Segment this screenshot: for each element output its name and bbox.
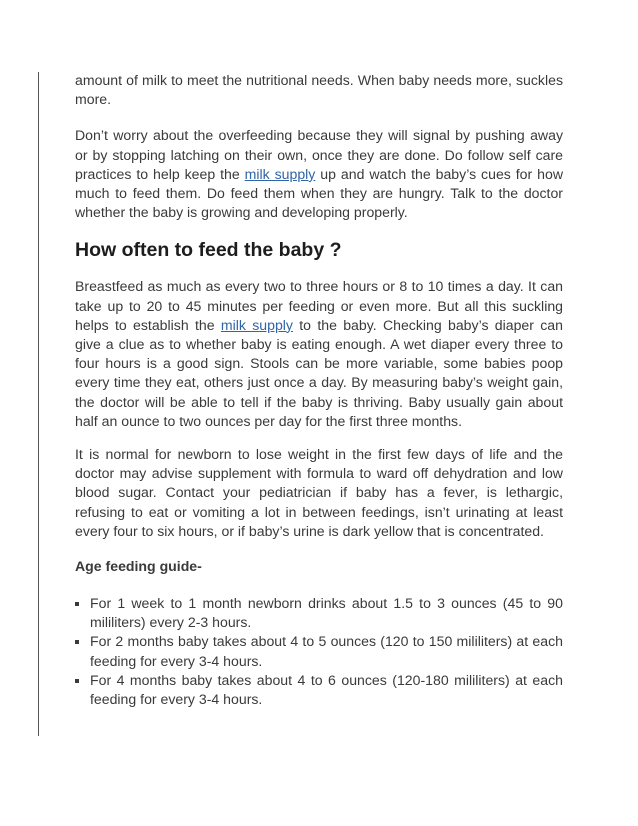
milk-supply-link[interactable]: milk supply [244,165,316,182]
bullet-icon [75,679,79,683]
list-item-text: For 4 months baby takes about 4 to 6 ounces (120-180 mililiters) at each feeding for every 3-4 hours. [90,671,563,708]
list-item [75,671,563,709]
list-item [75,594,563,632]
section-heading: How often to feed the baby ? [75,239,342,262]
paragraph-intro: amount of milk to meet the nutritional needs. When baby needs more, suckles more. [75,72,563,108]
feeding-guide-list [75,594,563,709]
list-item [75,632,563,670]
milk-supply-link[interactable]: milk supply [220,316,293,333]
document-body [75,71,563,709]
list-item-text: For 1 week to 1 month newborn drinks about 1.5 to 3 ounces (45 to 90 mililiters) every 2-3 hours. [90,595,563,631]
list-item-text: For 2 months baby takes about 4 to 5 ounces (120 to 150 mililiters) at each feeding for every 3-4 hours. [90,633,563,669]
age-feeding-guide-heading: Age feeding guide- [75,558,202,575]
bullet-icon [75,602,79,606]
paragraph-overfeeding [75,126,563,222]
paragraph-text: up and watch the baby’s cues for how much to feed them. Do feed them when they are hungry. Talk to the doctor whether the baby is growing and developing properly. [75,165,563,221]
paragraph-text: Breastfeed as much as every two to three hours or 8 to 10 times a day. It can take up to 20 to 45 minutes per feeding or even more. But all this suckling helps to establish the [75,278,563,333]
paragraph-text: to the baby. Checking baby’s diaper can give a clue as to whether baby is eating enough. A wet diaper every three to four hours is a good sign. Stools can be more variable, some babies poop every time they eat, others just once a day. By measuring baby’s weight gain, the doctor will be able to tell if the baby is thriving. Baby usually gain about half an ounce to two ounces per day for the first three months. [75,316,563,429]
paragraph-frequency [75,277,563,431]
left-margin-line [38,72,39,736]
bullet-icon [75,640,79,644]
paragraph-text: Don’t worry about the overfeeding because they will signal by pushing away or by stopping latching on their own, once they are done. Do follow self care practices to help keep the [75,127,563,182]
paragraph-weight-loss: It is normal for newborn to lose weight in the first few days of life and the doctor may advise supplement with formula to ward off dehydration and low blood sugar. Contact your pediatrician if baby has a fever, is lethargic, refusing to eat or vomiting a lot in between feedings, isn’t urinating at least every four to six hours, or if baby’s urine is dark yellow that is concentrated. [75,446,563,539]
